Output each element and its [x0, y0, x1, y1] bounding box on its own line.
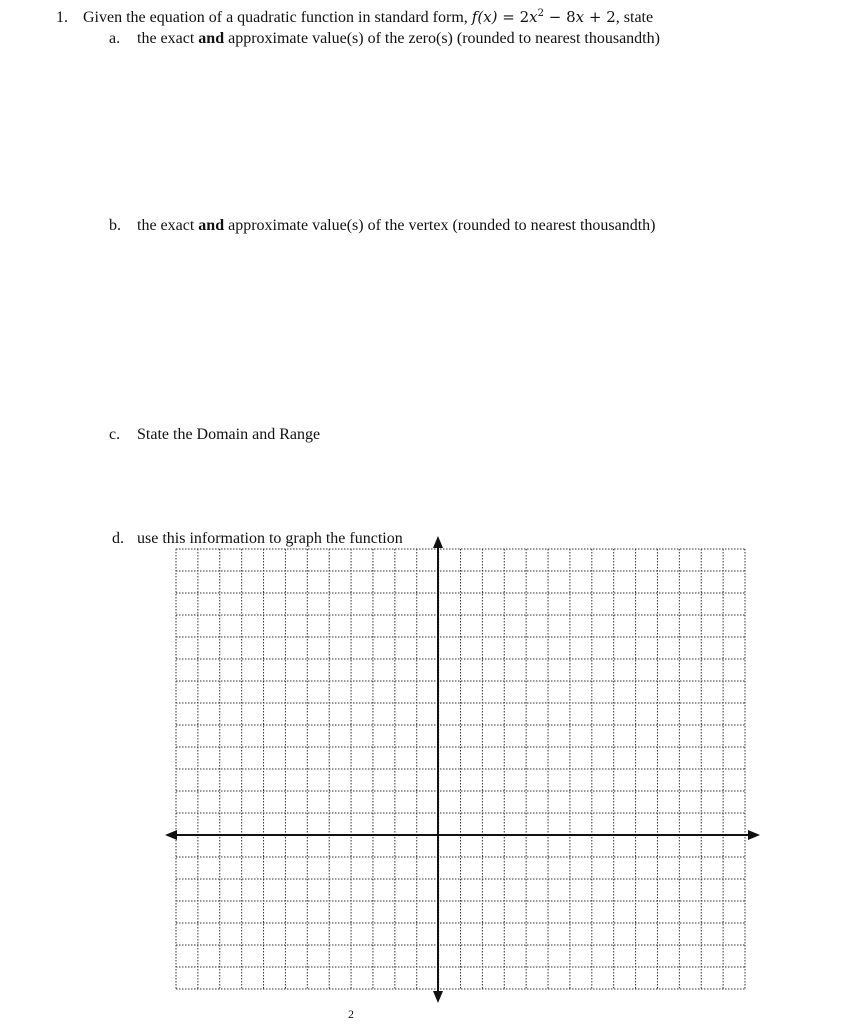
question-intro: Given the equation of a quadratic function in standard form,: [83, 9, 468, 26]
question-intro-suffix: , state: [615, 9, 654, 26]
question-1: [56, 7, 653, 28]
part-d: [112, 529, 403, 549]
part-c-text: State the Domain and Range: [137, 426, 321, 443]
part-a-text-pre: the exact: [137, 30, 199, 47]
page-number: 2: [348, 1007, 354, 1021]
question-number: 1.: [56, 9, 68, 26]
part-a: [109, 29, 660, 49]
part-c: [109, 425, 320, 445]
equation-coefficient-a: 2: [519, 8, 530, 26]
x-axis-left-arrow: [165, 830, 177, 840]
part-a-letter: a.: [109, 30, 121, 47]
equation-variable-2: x: [575, 8, 585, 26]
axes: [165, 536, 760, 1003]
part-c-letter: c.: [109, 426, 121, 443]
equation-exponent: 2: [537, 8, 544, 19]
part-b: [109, 216, 656, 236]
equation-constant: + 2: [584, 8, 616, 26]
part-b-text-post: approximate value(s) of the vertex (rounded to nearest thousandth): [224, 217, 656, 234]
part-d-text: use this information to graph the function: [137, 530, 403, 547]
equation-lhs: f(x): [471, 8, 498, 26]
equation-coefficient-b: − 8: [543, 8, 576, 26]
part-d-letter: d.: [112, 530, 124, 547]
grid-lines: [176, 549, 745, 989]
equation-variable: x: [529, 8, 538, 26]
y-axis-down-arrow: [433, 991, 443, 1003]
part-b-text-pre: the exact: [137, 217, 199, 234]
part-b-text-bold: and: [198, 217, 225, 234]
y-axis-up-arrow: [433, 536, 443, 548]
part-b-letter: b.: [109, 217, 121, 234]
part-a-text-bold: and: [198, 30, 225, 47]
x-axis-right-arrow: [748, 830, 760, 840]
quadratic-equation: $f(x) = 2x^2 - 8x + 2$: [471, 8, 616, 26]
part-a-text-post: approximate value(s) of the zero(s) (rounded to nearest thousandth): [224, 30, 660, 47]
